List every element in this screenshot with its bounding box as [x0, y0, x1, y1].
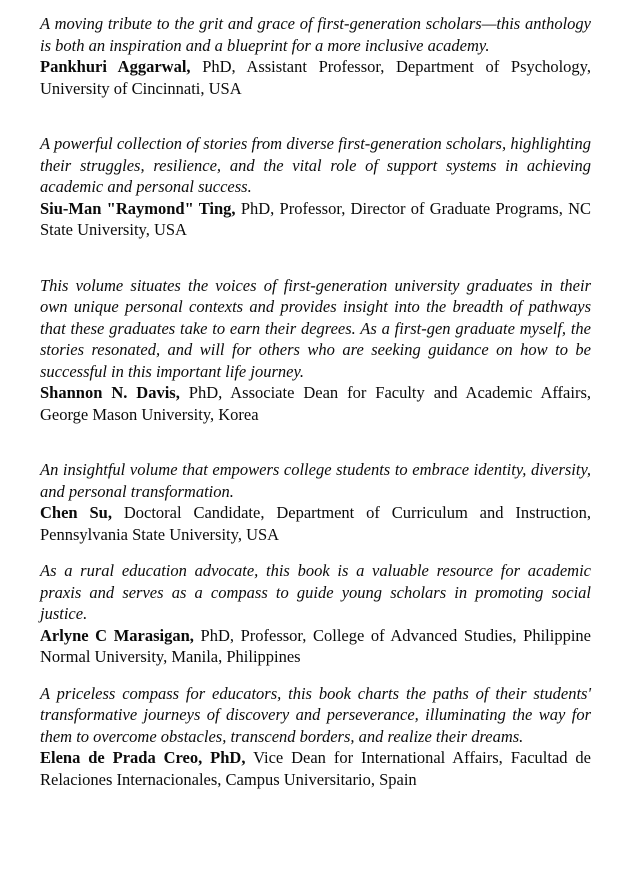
endorsement-attribution — [40, 502, 591, 545]
endorsement-attribution — [40, 625, 591, 668]
endorsement-block — [40, 133, 591, 241]
endorser-affiliation: PhD, Assistant Professor, Department of Psychology, University of Cincinnati, USA — [40, 57, 591, 98]
endorsement-quote: This volume situates the voices of first-generation university graduates in their own unique personal contexts and provides insight into the breadth of pathways that these graduates take to earn their degrees. As a first-gen graduate myself, the stories resonated, and will for others who are seeking guidance on how to be successful in this important life journey. — [40, 275, 591, 381]
endorser-affiliation: PhD, Professor, Director of Graduate Programs, NC State University, USA — [40, 198, 592, 239]
endorser-name: Arlyne C Marasigan, — [40, 625, 194, 645]
endorsement-attribution — [40, 747, 591, 790]
endorser-affiliation: PhD, Associate Dean for Faculty and Academic Affairs, George Mason University, Korea — [40, 383, 591, 424]
endorser-name: Siu-Man "Raymond" Ting, — [40, 198, 236, 218]
endorser-name: Pankhuri Aggarwal, — [40, 57, 191, 76]
endorsement-quote: A moving tribute to the grit and grace of first-generation scholars—this anthology is both an inspiration and a blueprint for a more inclusive academy. — [40, 14, 591, 55]
endorser-affiliation: Vice Dean for International Affairs, Facultad de Relaciones Internacionales, Campus Universitario, Spain — [40, 748, 591, 789]
endorsement-attribution — [40, 198, 591, 241]
endorsement-quote: A powerful collection of stories from diverse first-generation scholars, highlighting their struggles, resilience, and the vital role of support systems in achieving academic and personal success. — [40, 134, 591, 196]
endorsement-block — [40, 459, 591, 545]
endorsement-block — [40, 560, 591, 668]
endorser-name: Chen Su, — [40, 503, 112, 522]
endorsement-quote: A priceless compass for educators, this book charts the paths of their students' transformative journeys of discovery and perseverance, illuminating the way for them to overcome obstacles, transcend borders, and realize their dreams. — [40, 683, 591, 746]
endorsement-block — [40, 275, 591, 426]
endorser-affiliation: Doctoral Candidate, Department of Curriculum and Instruction, Pennsylvania State University, USA — [40, 503, 591, 544]
endorsement-block — [40, 13, 591, 99]
endorser-name: Elena de Prada Creo, PhD, — [40, 748, 246, 767]
endorsement-attribution — [40, 382, 591, 425]
endorsement-attribution — [40, 56, 591, 99]
endorser-name: Shannon N. Davis, — [40, 383, 180, 402]
endorsement-block — [40, 683, 591, 791]
endorsement-quote: An insightful volume that empowers college students to embrace identity, diversity, and personal transformation. — [40, 460, 591, 501]
endorsement-quote: As a rural education advocate, this book is a valuable resource for academic praxis and serves as a compass to guide young scholars in promoting social justice. — [40, 561, 591, 623]
endorser-affiliation: PhD, Professor, College of Advanced Studies, Philippine Normal University, Manila, Philippines — [40, 625, 591, 666]
